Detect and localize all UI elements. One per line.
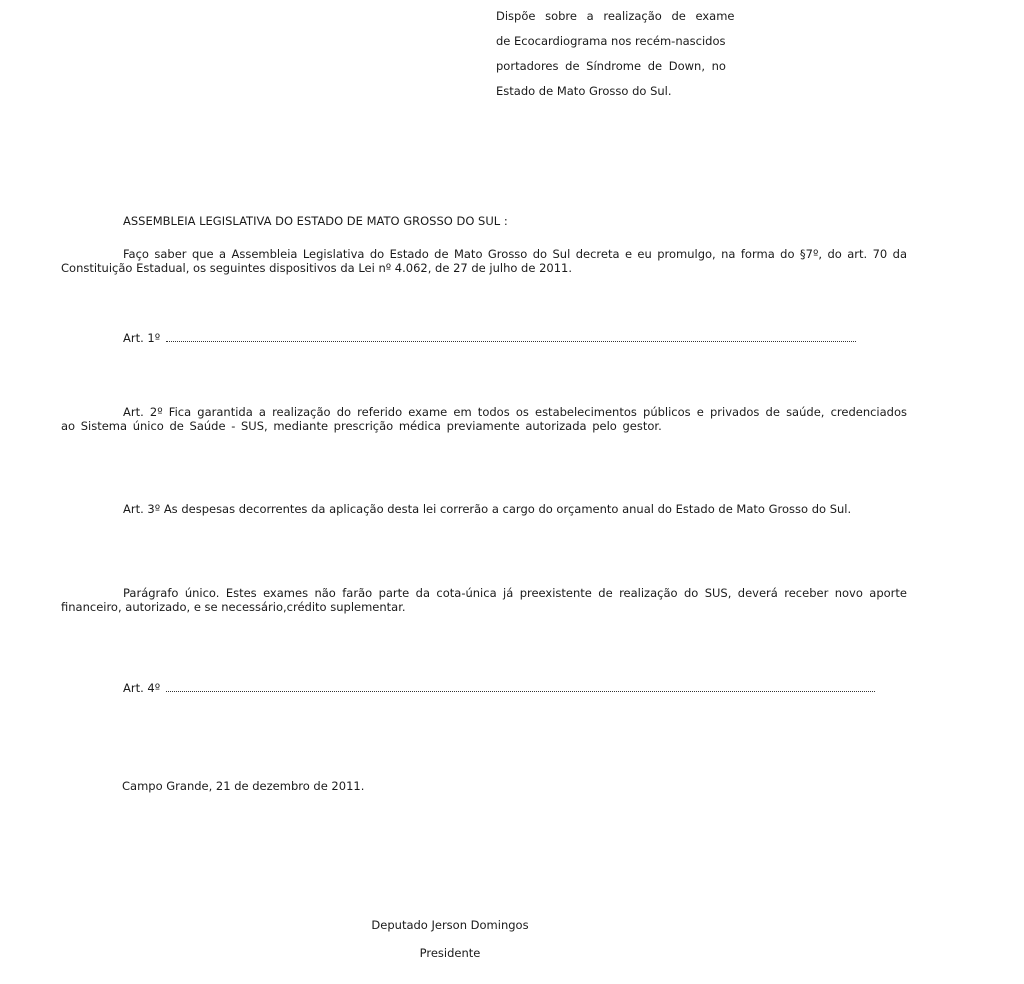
ementa <box>496 4 796 104</box>
preamble-paragraph: Faço saber que a Assembleia Legislativa do Estado de Mato Grosso do Sul decreta e eu promulgo, na forma do §7º, do art. 70 da Constituição Estadual, os seguintes dispositivos da Lei nº 4.062, de 27 de julho de 2011. <box>61 247 907 275</box>
article-2 <box>61 406 907 433</box>
article-label: Art. 2º <box>123 405 163 419</box>
article-3 <box>61 503 907 517</box>
ementa-line: Dispõe sobre a realização de exame <box>496 9 735 23</box>
signatory-name: Deputado Jerson Domingos <box>371 918 529 932</box>
ementa-line: Estado de Mato Grosso do Sul. <box>496 84 672 98</box>
article-label: Art. 4º <box>123 681 161 695</box>
dotted-leader <box>166 332 856 342</box>
ementa-line: portadores de Síndrome de Down, no <box>496 59 726 73</box>
ementa-line: de Ecocardiograma nos recém-nascidos <box>496 34 726 48</box>
article-label: Art. 3º <box>123 502 161 516</box>
assembly-heading: ASSEMBLEIA LEGISLATIVA DO ESTADO DE MATO GROSSO DO SUL : <box>123 214 508 228</box>
article-label: Art. 1º <box>123 331 161 345</box>
signatory-role: Presidente <box>419 946 481 960</box>
article-4 <box>61 682 907 696</box>
article-text: As despesas decorrentes da aplicação desta lei correrão a cargo do orçamento anual do Estado de Mato Grosso do Sul. <box>163 502 852 516</box>
article-text: Fica garantida a realização do referido exame em todos os estabelecimentos públicos e privados de saúde, credenciados ao Sistema único de Saúde - SUS, mediante prescrição médica previamente autorizada pelo gestor. <box>61 405 907 433</box>
place-and-date: Campo Grande, 21 de dezembro de 2011. <box>122 779 365 793</box>
article-1 <box>61 332 907 346</box>
paragrafo-unico: Parágrafo único. Estes exames não farão parte da cota-única já preexistente de realização do SUS, deverá receber novo aporte financeiro, autorizado, e se necessário,crédito suplementar. <box>61 586 907 614</box>
dotted-leader <box>166 682 875 692</box>
